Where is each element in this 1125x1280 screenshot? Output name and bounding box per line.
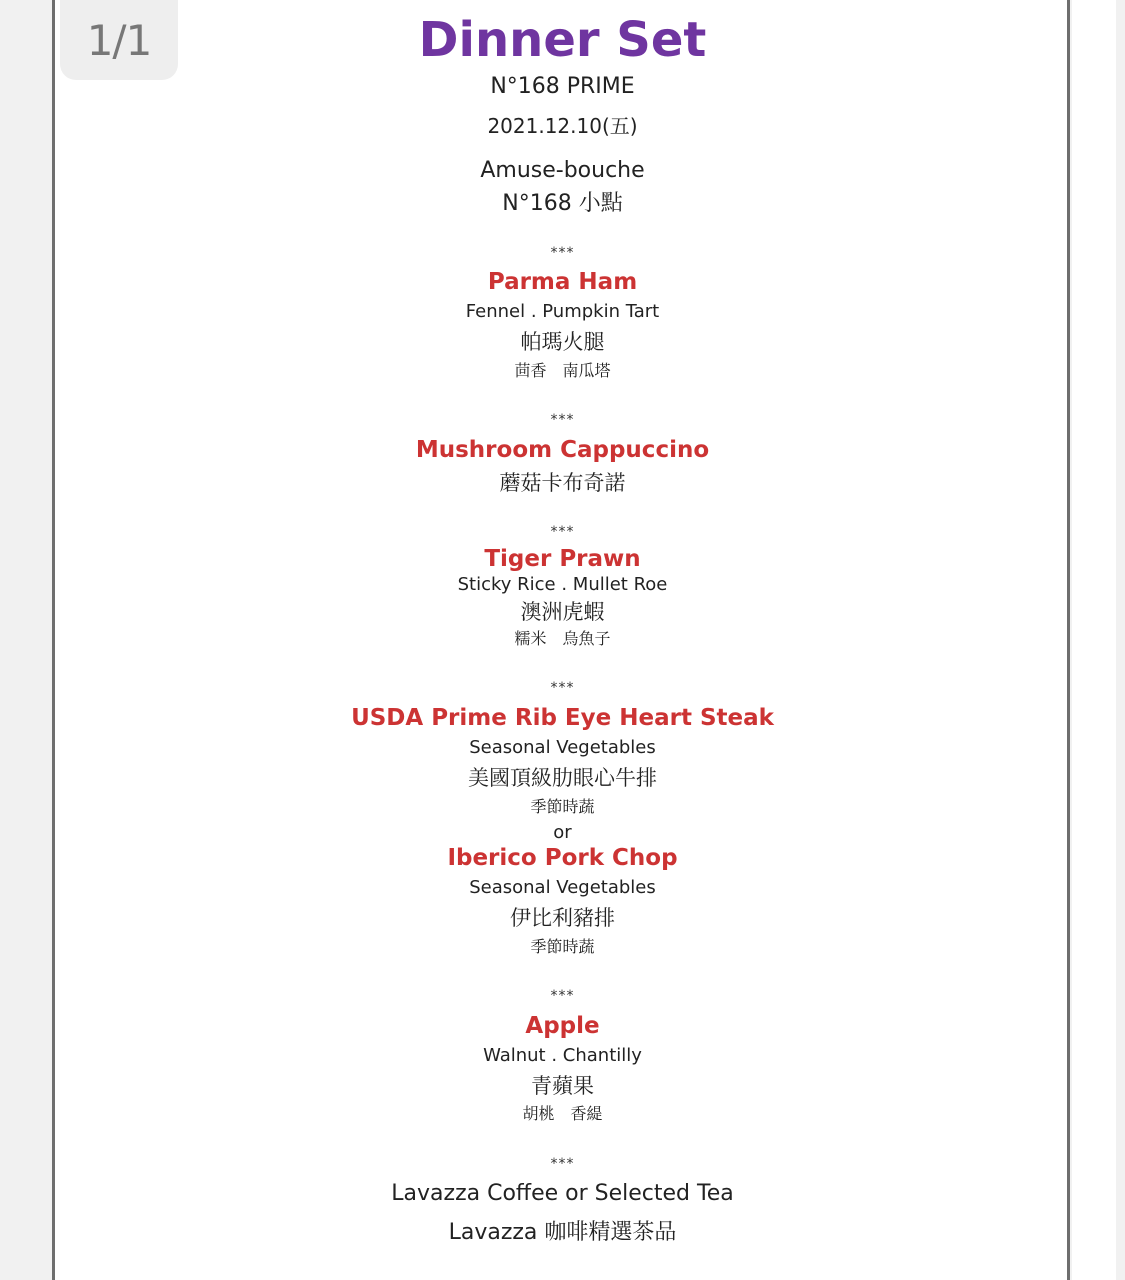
course-separator: *** [550, 412, 575, 428]
menu-title: Dinner Set [418, 12, 707, 68]
course-separator: *** [550, 680, 575, 696]
drinks-english: Lavazza Coffee or Selected Tea [391, 1181, 734, 1206]
course-4-name: USDA Prime Rib Eye Heart Steak [351, 705, 774, 731]
course-2-name: Mushroom Cappuccino [415, 437, 710, 463]
course-separator: *** [550, 245, 575, 261]
course-3-description: Sticky Rice . Mullet Roe [457, 574, 668, 595]
course-3-chinese-name: 澳洲虎蝦 [520, 600, 605, 624]
course-4-chinese-name: 美國頂級肋眼心牛排 [468, 766, 657, 790]
amuse-bouche-chinese: N°168 小點 [502, 191, 623, 216]
course-5-name: Iberico Pork Chop [447, 845, 678, 871]
page-indicator[interactable]: 1/1 [60, 0, 178, 80]
course-6-chinese-description: 胡桃 香緹 [522, 1104, 603, 1123]
course-5-description: Seasonal Vegetables [469, 877, 656, 898]
menu-date: 2021.12.10(五) [487, 114, 638, 138]
course-2-chinese-name: 蘑菇卡布奇諾 [499, 471, 626, 495]
course-6-chinese-name: 青蘋果 [531, 1074, 594, 1098]
restaurant-name: N°168 PRIME [490, 74, 635, 99]
course-3-chinese-description: 糯米 烏魚子 [514, 629, 611, 648]
course-1-chinese-description: 茴香 南瓜塔 [514, 361, 611, 380]
drinks-chinese: Lavazza 咖啡精選茶品 [448, 1220, 677, 1245]
course-separator: *** [550, 1156, 575, 1172]
course-1-chinese-name: 帕瑪火腿 [520, 330, 605, 354]
course-6-name: Apple [525, 1013, 600, 1039]
course-1-name: Parma Ham [487, 269, 638, 295]
course-separator: *** [550, 988, 575, 1004]
or-label: or [553, 822, 572, 843]
course-5-chinese-description: 季節時蔬 [530, 937, 595, 956]
course-4-chinese-description: 季節時蔬 [530, 797, 595, 816]
course-3-name: Tiger Prawn [484, 546, 641, 572]
course-4-description: Seasonal Vegetables [469, 737, 656, 758]
course-separator: *** [550, 524, 575, 540]
amuse-bouche-title: Amuse-bouche [480, 158, 645, 183]
course-6-description: Walnut . Chantilly [483, 1045, 642, 1066]
course-5-chinese-name: 伊比利豬排 [510, 906, 615, 930]
course-1-description: Fennel . Pumpkin Tart [465, 301, 660, 322]
